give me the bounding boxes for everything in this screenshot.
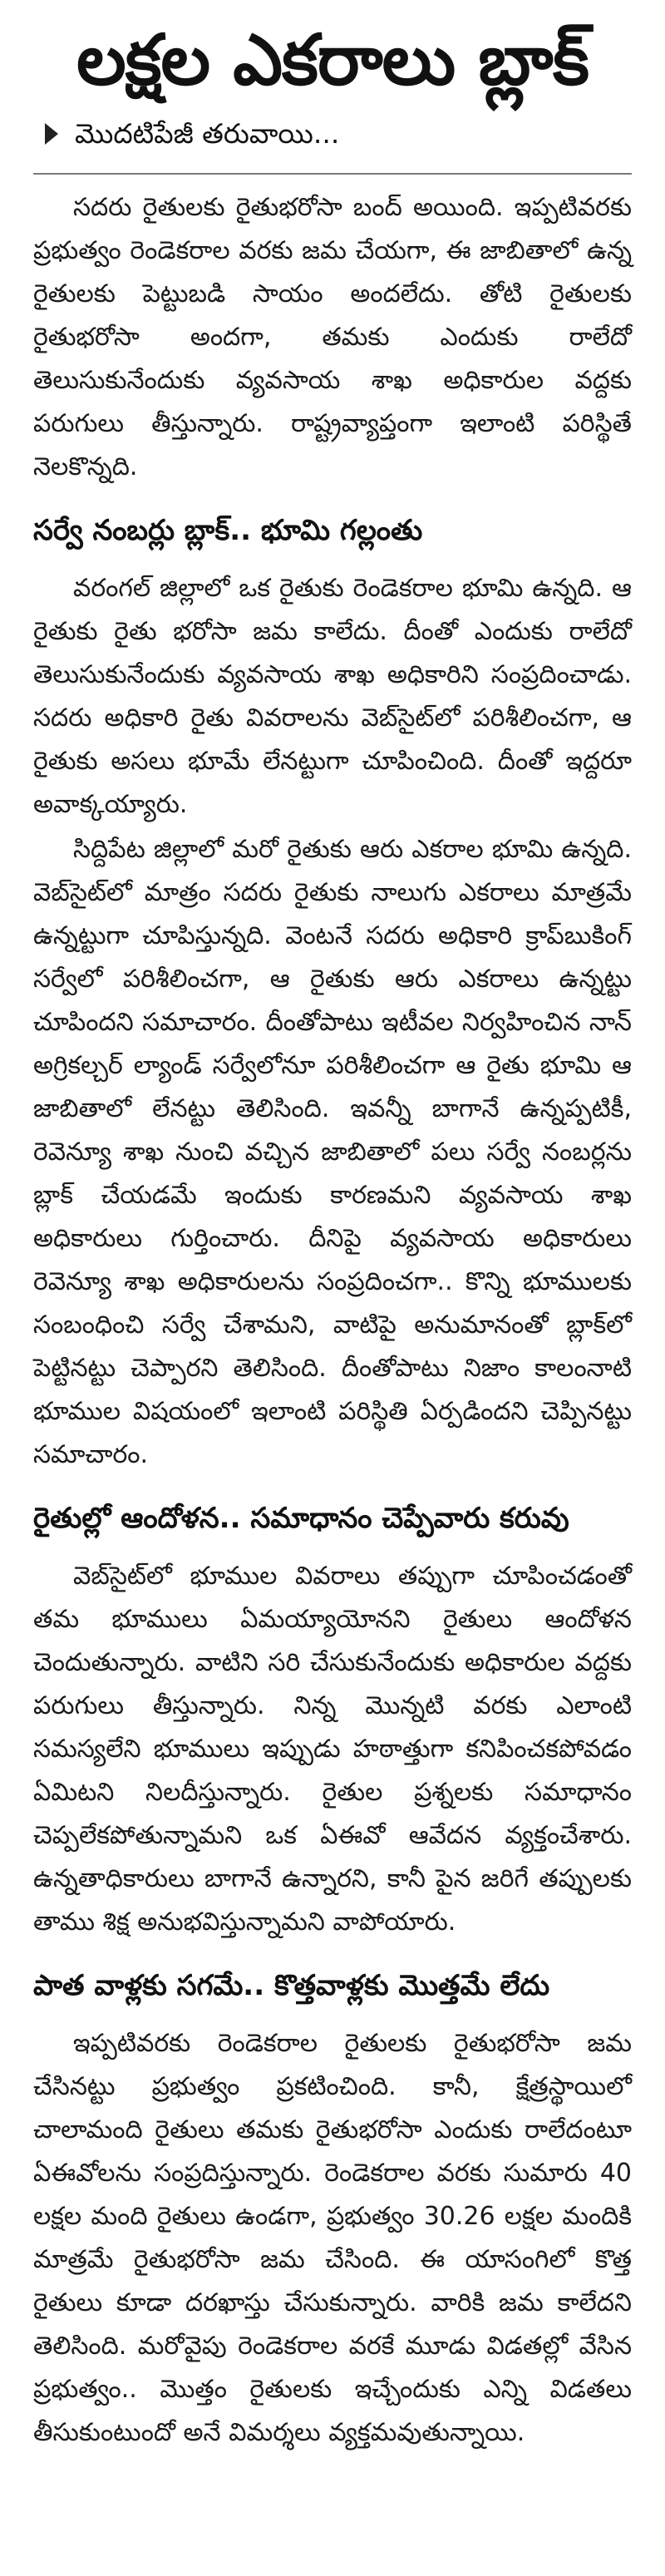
section-3-paragraph-1: ఇప్పటివరకు రెండెకరాల రైతులకు రైతుభరోసా జమ చేసినట్టు ప్రభుత్వం ప్రకటించింది. కానీ, క్షేత్రస్థాయిలో చాలామంది రైతులు తమకు రైతుభరోసా ఎందుకు రాలేదంటూ ఏఈవోలను సంప్రదిస్తున్నారు. రెండెకరాల వరకు సుమారు 40 లక్షల మంది రైతులు ఉండగా, ప్రభుత్వం 30.26 లక్షల మందికి మాత్రమే రైతుభరోసా జమ చేసింది. ఈ యాసంగిలో కొత్త రైతులు కూడా దరఖాస్తు చేసుకున్నారు. వారికి జమ కాలేదని తెలిసింది. మరోవైపు రెండెకరాల వరకే మూడు విడతల్లో వేసిన ప్రభుత్వం.. మొత్తం రైతులకు ఇచ్చేందుకు ఎన్ని విడతలు తీసుకుంటుందో అనే విమర్శలు వ్యక్తమవుతున్నాయి. (33, 2029, 632, 2447)
section-1-paragraph-2: సిద్దిపేట జిల్లాలో మరో రైతుకు ఆరు ఎకరాల భూమి ఉన్నది. వెబ్‌సైట్‌లో మాత్రం సదరు రైతుకు నాలుగు ఎకరాలు మాత్రమే ఉన్నట్టుగా చూపిస్తున్నది. వెంటనే సదరు అధికారి క్రాప్‌బుకింగ్ సర్వేలో పరిశీలించగా, ఆ రైతుకు ఆరు ఎకరాలు ఉన్నట్టు చూపిందని సమాచారం. దీంతోపాటు ఇటీవల నిర్వహించిన నాన్ అగ్రికల్చర్ ల్యాండ్ సర్వేలోనూ పరిశీలించగా ఆ రైతు భూమి ఆ జాబితాలో లేనట్టు తెలిసింది. ఇవన్నీ బాగానే ఉన్నప్పటికీ, రెవెన్యూ శాఖ నుంచి వచ్చిన జాబితాలో పలు సర్వే నంబర్లను బ్లాక్ చేయడమే ఇందుకు కారణమని వ్యవసాయ శాఖ అధికారులు గుర్తించారు. దీనిపై వ్యవసాయ అధికారులు రెవెన్యూ శాఖ అధికారులను సంప్రదించగా.. కొన్ని భూములకు సంబంధించి సర్వే చేశామని, వాటిపై అనుమానంతో బ్లాక్‌లో పెట్టినట్టు చెప్పారని తెలిసింది. దీంతోపాటు నిజాం కాలంనాటి భూముల విషయంలో ఇలాంటి పరిస్థితి ఏర్పడిందని చెప్పినట్టు సమాచారం. (33, 835, 632, 1469)
section-1-paragraph-1: వరంగల్ జిల్లాలో ఒక రైతుకు రెండెకరాల భూమి ఉన్నది. ఆ రైతుకు రైతు భరోసా జమ కాలేదు. దీంతో ఎందుకు రాలేదో తెలుసుకునేందుకు వ్యవసాయ శాఖ అధికారిని సంప్రదించాడు. సదరు అధికారి రైతు వివరాలను వెబ్‌సైట్‌లో పరిశీలించగా, ఆ రైతుకు అసలు భూమే లేనట్టుగా చూపించింది. దీంతో ఇద్దరూ అవాక్కయ్యారు. (33, 574, 632, 819)
section-heading-farmers-concern: రైతుల్లో ఆందోళన.. సమాధానం చెప్పేవారు కరువు (33, 1502, 569, 1535)
headline: లక్షల ఎకరాలు బ్లాక్ (76, 19, 589, 101)
deck-continued-label: మొదటిపేజీ తరువాయి... (75, 117, 340, 150)
chevron-right-icon (45, 123, 58, 145)
deck-row (33, 113, 632, 155)
section-heading-survey-numbers: సర్వే నంబర్లు బ్లాక్.. భూమి గల్లంతు (33, 514, 423, 547)
intro-paragraph: సదరు రైతులకు రైతుభరోసా బంద్ అయింది. ఇప్పటివరకు ప్రభుత్వం రెండెకరాల వరకు జమ చేయగా, ఈ జాబితాలో ఉన్న రైతులకు పెట్టుబడి సాయం అందలేదు. తోటి రైతులకు రైతుభరోసా అందగా, తమకు ఎందుకు రాలేదో తెలుసుకునేందుకు వ్యవసాయ శాఖ అధికారుల వద్దకు పరుగులు తీస్తున్నారు. రాష్ట్రవ్యాప్తంగా ఇలాంటి పరిస్థితే నెలకొన్నది. (33, 193, 632, 481)
divider (33, 173, 632, 175)
section-2-paragraph-1: వెబ్‌సైట్‌లో భూముల వివరాలు తప్పుగా చూపించడంతో తమ భూములు ఏమయ్యాయోనని రైతులు ఆందోళన చెందుతున్నారు. వాటిని సరి చేసుకునేందుకు అధికారుల వద్దకు పరుగులు తీస్తున్నారు. నిన్న మొన్నటి వరకు ఎలాంటి సమస్యలేని భూములు ఇప్పుడు హఠాత్తుగా కనిపించకపోవడం ఏమిటని నిలదీస్తున్నారు. రైతుల ప్రశ్నలకు సమాధానం చెప్పలేకపోతున్నామని ఒక ఏఈవో ఆవేదన వ్యక్తంచేశారు. ఉన్నతాధికారులు బాగానే ఉన్నారని, కానీ పైన జరిగే తప్పులకు తాము శిక్ష అనుభవిస్తున్నామని వాపోయారు. (33, 1562, 632, 1937)
section-heading-old-new-farmers: పాత వాళ్లకు సగమే.. కొత్తవాళ్లకు మొత్తమే లేదు (33, 1969, 550, 2002)
